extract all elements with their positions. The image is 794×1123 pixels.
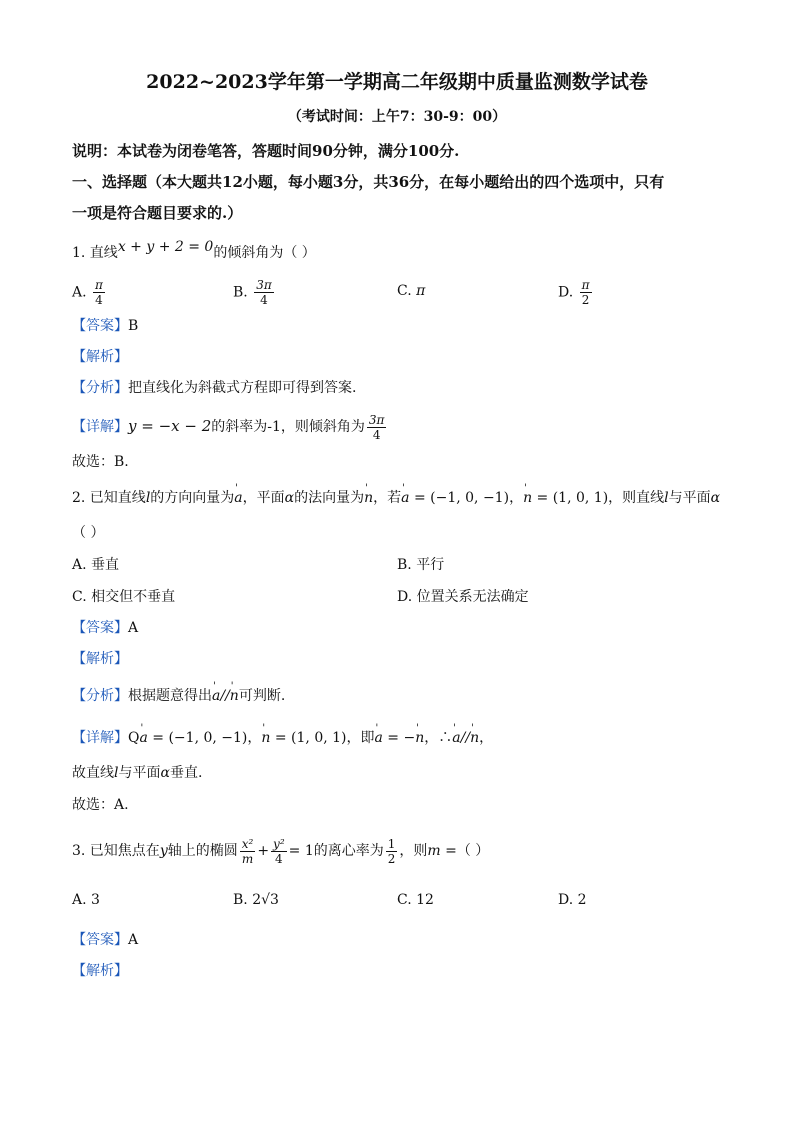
q2-text: 与平面 — [118, 765, 161, 781]
denominator: m — [241, 851, 254, 866]
equals-one: = 1 — [288, 843, 314, 859]
q2-text: 的法向量为 — [294, 490, 365, 506]
q2-text: ，平面 — [242, 490, 285, 506]
q3-text: 的离心率为 — [313, 843, 384, 859]
q2-analysis-tag — [72, 649, 128, 669]
q3-option-d: D. 2 — [558, 892, 587, 908]
vector-a: ' a — [375, 728, 383, 748]
option-value: 2√3 — [252, 892, 279, 908]
denominator: 2 — [387, 851, 396, 866]
q1-option-c — [397, 281, 425, 301]
q3-option-c: C. 12 — [397, 892, 434, 908]
q2-text: 2. 已知直线 — [72, 490, 146, 506]
q1-xiangjie — [72, 408, 388, 445]
answer-value: A — [128, 620, 139, 636]
answer-tag: 【答案】 — [72, 318, 128, 334]
because-symbol: Q — [128, 730, 140, 746]
q1-option-b — [233, 278, 276, 307]
fenxi-text: 可判断. — [238, 688, 286, 704]
q3-text: ，则 — [399, 843, 428, 859]
answer-tag: 【答案】 — [72, 932, 128, 948]
analysis-tag: 【解析】 — [72, 651, 128, 667]
q2-text: 与平面 — [668, 490, 711, 506]
q2-answer — [72, 618, 138, 638]
line-symbol: l — [145, 490, 151, 506]
analysis-tag: 【解析】 — [72, 963, 128, 979]
q2-text: ， — [479, 730, 494, 746]
exam-time: （考试时间：上午7：30-9：00） — [287, 109, 507, 125]
plane-symbol: α — [710, 490, 721, 506]
axis-symbol: y — [159, 843, 168, 859]
q1-equation: x + y + 2 = 0 — [117, 239, 214, 255]
numerator: x² — [241, 836, 254, 851]
q2-text: ， — [509, 490, 524, 506]
q2-stem — [72, 488, 720, 508]
fraction — [367, 413, 387, 442]
fraction — [580, 278, 592, 307]
fraction — [240, 837, 256, 866]
answer-value: A — [128, 932, 139, 948]
q2-option-a: A. 垂直 — [72, 557, 120, 573]
section-heading-line1: 一、选择题（本大题共12小题，每小题3分，共36分，在每小题给出的四个选项中，只有 — [72, 173, 665, 191]
q2-text: = − — [382, 730, 416, 746]
q2-text: ，即 — [346, 730, 375, 746]
denominator: 4 — [95, 293, 103, 307]
option-label: D. — [558, 284, 574, 301]
numerator: π — [581, 278, 590, 292]
section-heading-line2: 一项是符合题目要求的.） — [72, 204, 243, 222]
q2-xiangjie — [72, 728, 493, 748]
q3-option-b — [233, 890, 279, 910]
q2-text: 垂直. — [169, 765, 203, 781]
q2-option-c: C. 相交但不垂直 — [72, 589, 176, 605]
therefore-symbol: ，∴ — [424, 730, 453, 746]
vector-a-value: = (−1, 0, −1) — [409, 490, 510, 506]
q2-choose: 故选：A. — [72, 797, 129, 813]
denominator: 2 — [581, 293, 590, 307]
fraction — [93, 278, 105, 307]
vector-n: ' n — [364, 488, 373, 508]
option-label: A. — [72, 284, 87, 301]
plane-symbol: α — [160, 765, 170, 781]
q1-fenxi — [72, 378, 356, 398]
analysis-tag: 【解析】 — [72, 349, 128, 365]
instructions: 说明：本试卷为闭卷笔答，答题时间90分钟，满分100分. — [72, 142, 460, 160]
vector-a: ' a — [452, 728, 460, 748]
q2-text: 的方向向量为 — [150, 490, 235, 506]
q3-text: 3. 已知焦点在 — [72, 843, 160, 859]
fenxi-text: 把直线化为斜截式方程即可得到答案. — [128, 380, 357, 396]
q3-stem — [72, 832, 489, 870]
line-symbol: l — [664, 490, 669, 506]
q2-option-b: B. 平行 — [397, 557, 445, 573]
page-title: 2022~2023学年第一学期高二年级期中质量监测数学试卷 — [146, 71, 648, 93]
plus-sign: + — [257, 843, 270, 859]
line-symbol: l — [114, 765, 119, 781]
q1-choose: 故选：B. — [72, 454, 129, 470]
vector-a: ' a — [212, 686, 220, 706]
vector-n: ' n — [230, 686, 239, 706]
option-value: π — [416, 283, 426, 299]
xiangjie-tag: 【详解】 — [72, 730, 128, 746]
xiangjie-tag: 【详解】 — [72, 419, 128, 435]
numerator: y² — [273, 836, 285, 851]
q1-stem — [72, 239, 316, 263]
option-label: B. — [233, 284, 248, 301]
q2-text: ， — [247, 730, 262, 746]
vector-a: ' a — [401, 488, 409, 508]
q1-option-a — [72, 278, 107, 307]
vector-n: ' n — [470, 728, 479, 748]
numerator: 3π — [256, 278, 272, 292]
option-label: B. — [233, 892, 248, 908]
vector-a: ' a — [234, 488, 242, 508]
q2-conclusion — [72, 763, 202, 783]
denominator: 4 — [260, 293, 268, 307]
answer-tag: 【答案】 — [72, 620, 128, 636]
numerator: 3π — [368, 412, 385, 427]
answer-value: B — [128, 318, 139, 334]
numerator: π — [95, 278, 103, 292]
parallel-symbol: // — [220, 688, 230, 704]
fenxi-tag: 【分析】 — [72, 380, 128, 396]
xiangjie-equation: y = −x − 2 — [128, 417, 212, 435]
q2-text: ，若 — [373, 490, 402, 506]
q2-text: 故直线 — [72, 765, 114, 781]
q1-answer — [72, 316, 138, 336]
q2-text: ，则直线 — [608, 490, 665, 506]
q1-analysis-tag — [72, 347, 128, 367]
fraction — [386, 837, 398, 866]
q1-stem-post: 的倾斜角为（ ） — [213, 245, 316, 261]
q1-stem-pre: 1. 直线 — [72, 245, 118, 261]
option-label: C. — [397, 283, 412, 299]
q2-paren: （ ） — [72, 525, 105, 541]
vector-n: ' n — [261, 728, 270, 748]
vector-n: ' n — [415, 728, 424, 748]
vector-a: ' a — [139, 728, 147, 748]
fenxi-tag: 【分析】 — [72, 688, 128, 704]
q1-option-d — [558, 278, 594, 307]
fraction — [254, 278, 274, 307]
plane-symbol: α — [284, 490, 295, 506]
m-equals: m = — [427, 843, 457, 859]
denominator: 4 — [275, 851, 283, 866]
q3-text: （ ） — [456, 843, 490, 859]
xiangjie-text: 的斜率为-1，则倾斜角为 — [211, 419, 365, 435]
q2-fenxi — [72, 686, 285, 706]
q3-analysis-tag — [72, 961, 128, 981]
parallel-symbol: // — [460, 730, 471, 746]
q3-text: 轴上的椭圆 — [167, 843, 238, 859]
vector-n: ' n — [523, 488, 532, 508]
numerator: 1 — [387, 836, 396, 851]
fraction — [271, 837, 287, 866]
q3-answer — [72, 930, 138, 950]
fenxi-text: 根据题意得出 — [128, 688, 212, 704]
denominator: 4 — [372, 427, 381, 442]
vector-n-value: = (1, 0, 1) — [532, 490, 609, 506]
q2-option-d: D. 位置关系无法确定 — [397, 589, 529, 605]
vector-n-value: = (1, 0, 1) — [270, 730, 347, 746]
q3-option-a: A. 3 — [72, 892, 100, 908]
vector-a-value: = (−1, 0, −1) — [147, 730, 248, 746]
